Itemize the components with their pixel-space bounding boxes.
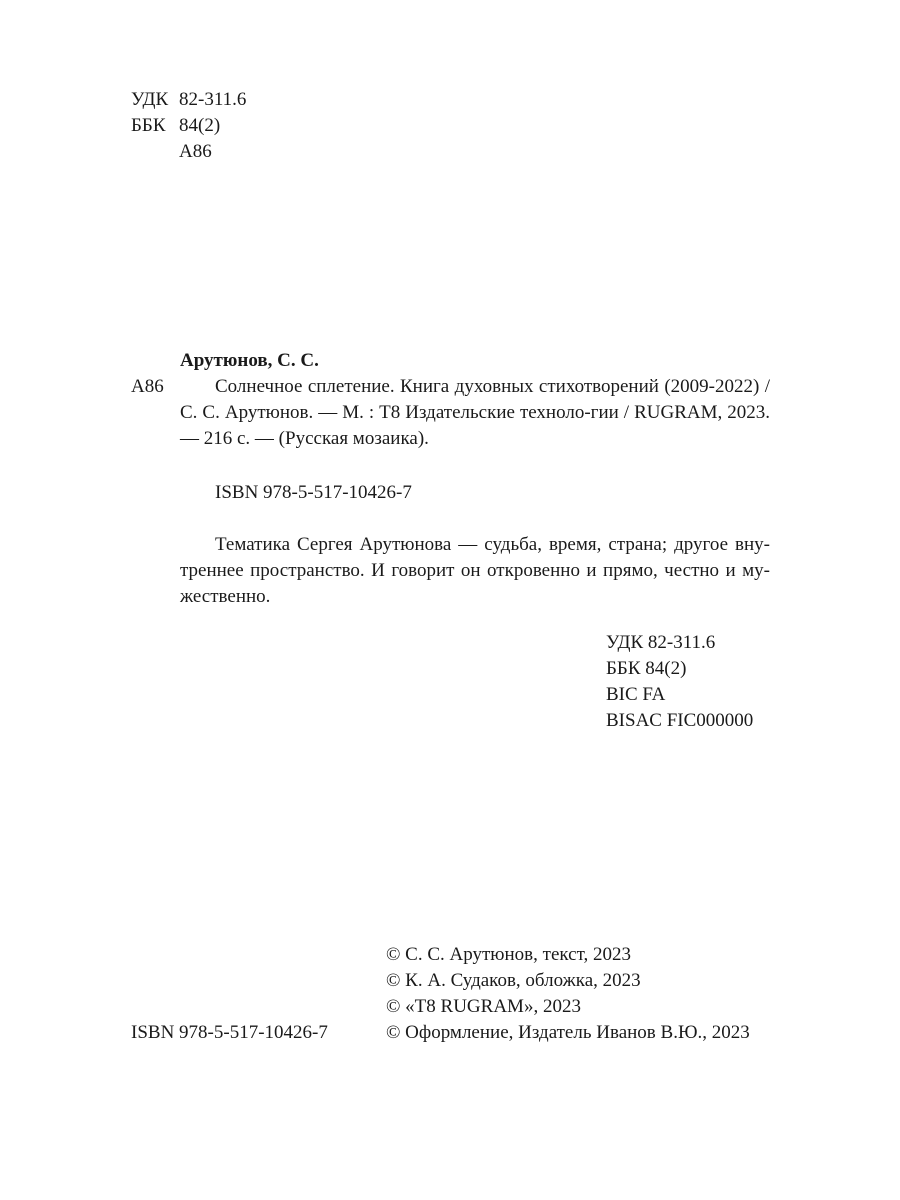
author-mark-top: А86: [179, 141, 212, 162]
bbk-value: 84(2): [179, 115, 221, 136]
classification-bisac: BISAC FIC000000: [606, 710, 754, 731]
bbk-code: [131, 113, 220, 139]
udk-label: УДК: [131, 89, 169, 110]
copyright-publisher: © «Т8 RUGRAM», 2023: [386, 996, 581, 1017]
classification-udk: УДК 82-311.6: [606, 632, 716, 653]
isbn: ISBN 978-5-517-10426-7: [215, 482, 412, 503]
classification-list: [606, 630, 753, 734]
bottom-isbn: ISBN 978-5-517-10426-7: [131, 1022, 328, 1043]
annotation: Тематика Сергея Арутюнова — судьба, время, страна; другое вну-треннее пространство. И говорит он откровенно и прямо, честно и му-жественно.: [180, 534, 770, 607]
author-heading: Арутюнов, С. С.: [180, 350, 319, 371]
copyright-cover: © К. А. Судаков, обложка, 2023: [386, 970, 641, 991]
udk-value: 82-311.6: [179, 89, 247, 110]
udk-code: [131, 87, 246, 113]
bbk-label: ББК: [131, 115, 166, 136]
author-mark: А86: [131, 376, 164, 397]
copyright-text: © С. С. Арутюнов, текст, 2023: [386, 944, 631, 965]
bibliographic-description: Солнечное сплетение. Книга духовных стихотворений (2009-2022) / С. С. Арутюнов. — М. : Т8 Издательские техноло-гии / RUGRAM, 2023. — 216 с. — (Русская мозаика).: [180, 376, 770, 449]
classification-bic: BIC FA: [606, 684, 666, 705]
classification-bbk: ББК 84(2): [606, 658, 687, 679]
copyright-design: © Оформление, Издатель Иванов В.Ю., 2023: [386, 1022, 750, 1043]
copyright-list: [386, 942, 750, 1046]
